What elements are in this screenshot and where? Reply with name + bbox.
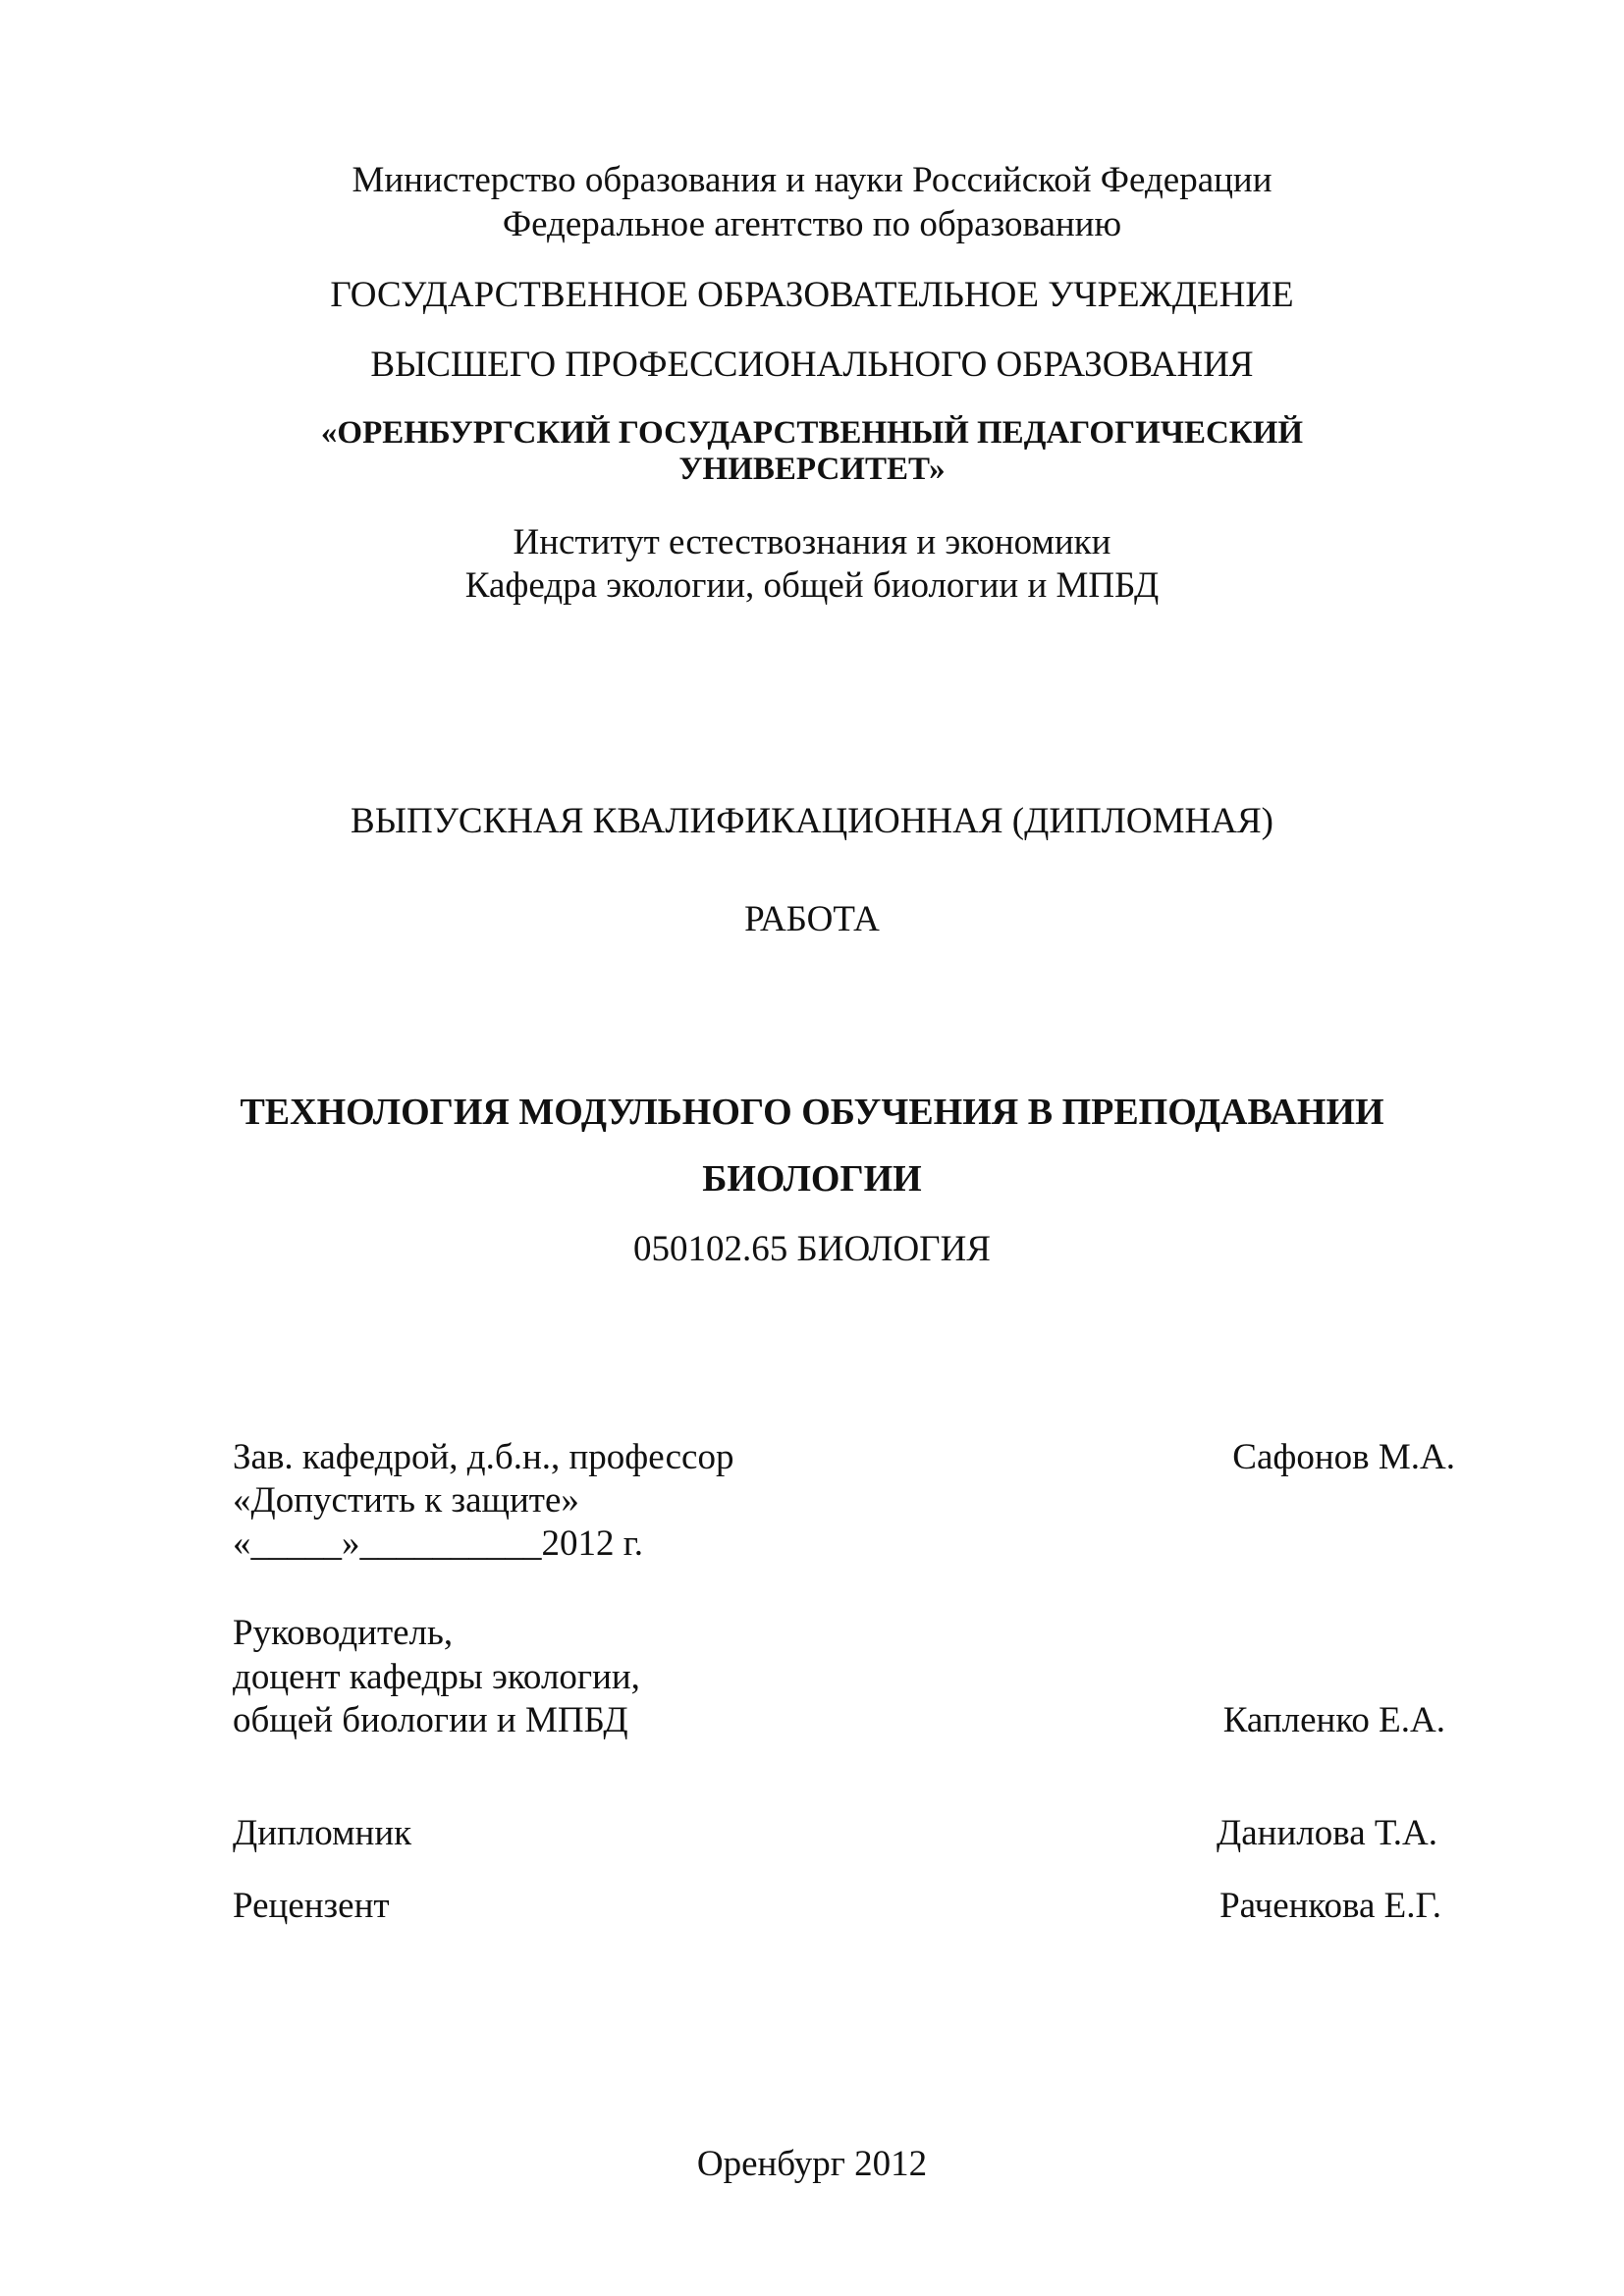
- supervisor-name: Капленко Е.А.: [1222, 1700, 1445, 1740]
- admit-date-line: «_____»__________2012 г.: [233, 1523, 644, 1564]
- ministry-line: Министерство образования и науки Российской Федерации: [352, 160, 1272, 200]
- agency-line: Федеральное агентство по образованию: [502, 204, 1122, 244]
- student-role: Дипломник: [233, 1813, 412, 1853]
- student-name: Данилова Т.А.: [1217, 1813, 1437, 1853]
- department-line: Кафедра экологии, общей биологии и МПБД: [464, 565, 1160, 606]
- work-type-line-2: РАБОТА: [744, 899, 880, 939]
- institute-line: Институт естествознания и экономики: [513, 522, 1111, 562]
- work-type-line-1: ВЫПУСКНАЯ КВАЛИФИКАЦИОННАЯ (ДИПЛОМНАЯ): [351, 801, 1273, 841]
- supervisor-role-line-3: общей биологии и МПБД: [233, 1700, 628, 1740]
- reviewer-name: Раченкова Е.Г.: [1219, 1886, 1441, 1926]
- thesis-title-line-1: ТЕХНОЛОГИЯ МОДУЛЬНОГО ОБУЧЕНИЯ В ПРЕПОДАВАНИИ: [240, 1092, 1384, 1133]
- head-of-department-name: Сафонов М.А.: [1232, 1437, 1455, 1477]
- higher-education-line: ВЫСШЕГО ПРОФЕССИОНАЛЬНОГО ОБРАЗОВАНИЯ: [370, 345, 1254, 385]
- supervisor-role-line-1: Руководитель,: [233, 1613, 454, 1653]
- city-year-footer: Оренбург 2012: [696, 2144, 928, 2184]
- admit-to-defense-line: «Допустить к защите»: [233, 1480, 579, 1521]
- state-institution-line: ГОСУДАРСТВЕННОЕ ОБРАЗОВАТЕЛЬНОЕ УЧРЕЖДЕНИЕ: [330, 275, 1294, 315]
- thesis-title-line-2: БИОЛОГИИ: [702, 1158, 922, 1200]
- university-name-line-1: «ОРЕНБУРГСКИЙ ГОСУДАРСТВЕННЫЙ ПЕДАГОГИЧЕСКИЙ: [320, 415, 1304, 451]
- reviewer-role: Рецензент: [233, 1886, 390, 1926]
- university-name-line-2: УНИВЕРСИТЕТ»: [678, 452, 946, 487]
- supervisor-role-line-2: доцент кафедры экологии,: [233, 1657, 640, 1697]
- specialty-code: 050102.65 БИОЛОГИЯ: [633, 1229, 991, 1269]
- head-of-department-role: Зав. кафедрой, д.б.н., профессор: [233, 1437, 734, 1477]
